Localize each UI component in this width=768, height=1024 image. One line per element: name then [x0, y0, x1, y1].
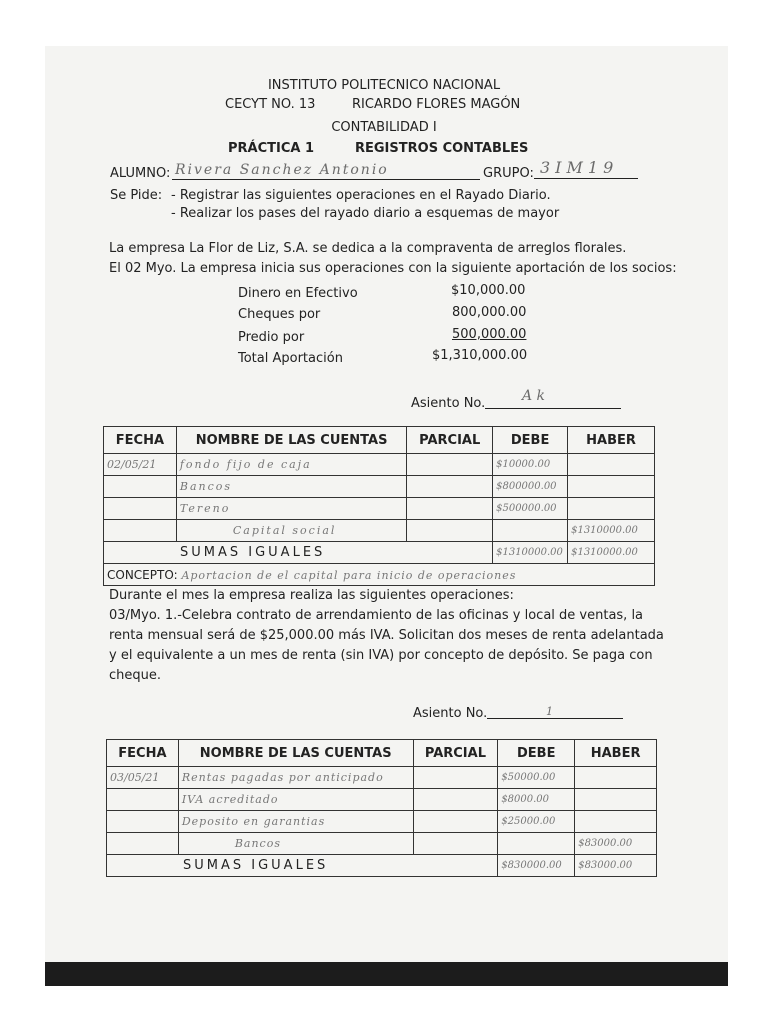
sumas-row	[104, 542, 655, 564]
asiento-number-2: 1	[546, 705, 553, 718]
col-header-fecha: FECHA	[104, 427, 177, 454]
table-row	[107, 811, 657, 833]
course-title: CONTABILIDAD I	[331, 120, 437, 135]
cell-debe: $25000.00	[498, 811, 575, 833]
intro-line-2: El 02 Myo. La empresa inicia sus operaciones con la siguiente aportación de los socios:	[109, 261, 677, 276]
cell-fecha	[107, 789, 179, 811]
table-row	[107, 833, 657, 855]
cell-haber: $1310000.00	[568, 520, 655, 542]
cell-debe: $10000.00	[493, 454, 568, 476]
operation-1-line-4: cheque.	[109, 668, 162, 683]
sumas-haber: $1310000.00	[568, 542, 655, 564]
practice-title: REGISTROS CONTABLES	[355, 141, 529, 156]
cell-fecha: 03/05/21	[107, 767, 179, 789]
cell-parcial	[407, 498, 493, 520]
sumas-debe: $1310000.00	[493, 542, 568, 564]
cell-parcial	[407, 520, 493, 542]
asiento-underline-1	[485, 408, 621, 409]
institution-title: INSTITUTO POLITECNICO NACIONAL	[267, 78, 501, 93]
table-row	[104, 498, 655, 520]
school-number: CECYT NO. 13	[225, 97, 316, 112]
concepto-label: CONCEPTO:	[107, 567, 178, 582]
cell-parcial	[413, 833, 498, 855]
aportacion-value-total: $1,310,000.00	[432, 348, 528, 363]
concepto-row	[104, 564, 655, 586]
cell-debe: $800000.00	[493, 476, 568, 498]
cell-parcial	[407, 476, 493, 498]
table-row	[104, 520, 655, 542]
journal-table-1	[103, 426, 655, 586]
asiento-label-2: Asiento No.	[413, 706, 488, 721]
cell-fecha	[107, 811, 179, 833]
col-header-haber: HABER	[575, 740, 657, 767]
cell-cuenta: Bancos	[178, 833, 413, 855]
alumno-underline	[172, 179, 480, 180]
concepto-value: Aportacion de el capital para inicio de operaciones	[181, 568, 517, 582]
cell-cuenta: Rentas pagadas por anticipado	[178, 767, 413, 789]
concepto-cell	[104, 564, 655, 586]
asiento-number-1: A k	[522, 388, 546, 404]
operation-1-line-1: 03/Myo. 1.-Celebra contrato de arrendamiento de las oficinas y local de ventas, la	[109, 608, 644, 623]
operation-1-line-3: y el equivalente a un mes de renta (sin IVA) por concepto de depósito. Se paga con	[109, 648, 653, 663]
cell-debe	[493, 520, 568, 542]
cell-parcial	[413, 767, 498, 789]
cell-debe: $500000.00	[493, 498, 568, 520]
col-header-cuentas: NOMBRE DE LAS CUENTAS	[176, 427, 406, 454]
cell-haber: $83000.00	[575, 833, 657, 855]
cell-parcial	[407, 454, 493, 476]
col-header-debe: DEBE	[493, 427, 568, 454]
cell-fecha	[107, 833, 179, 855]
col-header-fecha: FECHA	[107, 740, 179, 767]
cell-fecha: 02/05/21	[104, 454, 177, 476]
se-pide-label: Se Pide:	[110, 188, 163, 203]
cell-cuenta: Tereno	[176, 498, 406, 520]
table-row	[104, 454, 655, 476]
cell-haber	[575, 767, 657, 789]
cell-cuenta: Bancos	[176, 476, 406, 498]
cell-cuenta: IVA acreditado	[178, 789, 413, 811]
col-header-debe: DEBE	[498, 740, 575, 767]
operation-1-line-2: renta mensual será de $25,000.00 más IVA. Solicitan dos meses de renta adelantada	[109, 628, 664, 643]
cell-fecha	[104, 498, 177, 520]
sumas-label: SUMAS IGUALES	[107, 855, 498, 877]
cell-parcial	[413, 811, 498, 833]
cell-debe	[498, 833, 575, 855]
col-header-parcial: PARCIAL	[407, 427, 493, 454]
aportacion-label-predio: Predio por	[238, 330, 305, 345]
col-header-cuentas: NOMBRE DE LAS CUENTAS	[178, 740, 413, 767]
asiento-label-1: Asiento No.	[411, 396, 486, 411]
grupo-value: 3IM19	[540, 158, 619, 177]
cell-cuenta: Deposito en garantias	[178, 811, 413, 833]
cell-cuenta: Capital social	[176, 520, 406, 542]
col-header-haber: HABER	[568, 427, 655, 454]
cell-haber	[575, 789, 657, 811]
cell-debe: $50000.00	[498, 767, 575, 789]
asiento-underline-2	[487, 718, 623, 719]
aportacion-value-cheques: 800,000.00	[452, 305, 527, 320]
cell-haber	[568, 454, 655, 476]
instruction-2: - Realizar los pases del rayado diario a esquemas de mayor	[171, 206, 560, 221]
grupo-label: GRUPO:	[483, 166, 534, 181]
aportacion-value-efectivo: $10,000.00	[451, 283, 526, 298]
alumno-label: ALUMNO:	[110, 166, 171, 181]
alumno-name: Rivera Sanchez Antonio	[175, 162, 389, 178]
journal-table-2	[106, 739, 657, 877]
practice-number: PRÁCTICA 1	[228, 141, 315, 156]
sumas-debe: $830000.00	[498, 855, 575, 877]
table-row	[104, 476, 655, 498]
cell-debe: $8000.00	[498, 789, 575, 811]
cell-haber	[568, 476, 655, 498]
sumas-row	[107, 855, 657, 877]
cell-haber	[575, 811, 657, 833]
sumas-label: SUMAS IGUALES	[104, 542, 493, 564]
aportacion-label-cheques: Cheques por	[238, 307, 321, 322]
aportacion-value-predio: 500,000.00	[452, 327, 527, 342]
operations-intro: Durante el mes la empresa realiza las siguientes operaciones:	[109, 588, 514, 603]
col-header-parcial: PARCIAL	[413, 740, 498, 767]
table-row	[107, 767, 657, 789]
photo-bottom-edge	[45, 962, 728, 986]
aportacion-label-total: Total Aportación	[238, 351, 343, 366]
sumas-haber: $83000.00	[575, 855, 657, 877]
aportacion-label-efectivo: Dinero en Efectivo	[238, 286, 358, 301]
cell-haber	[568, 498, 655, 520]
table-row	[107, 789, 657, 811]
cell-parcial	[413, 789, 498, 811]
intro-line-1: La empresa La Flor de Liz, S.A. se dedica a la compraventa de arreglos florales.	[109, 241, 627, 256]
cell-fecha	[104, 520, 177, 542]
instruction-1: - Registrar las siguientes operaciones en el Rayado Diario.	[171, 188, 551, 203]
cell-fecha	[104, 476, 177, 498]
school-name: RICARDO FLORES MAGÓN	[352, 97, 521, 112]
cell-cuenta: fondo fijo de caja	[176, 454, 406, 476]
grupo-underline	[534, 178, 638, 179]
